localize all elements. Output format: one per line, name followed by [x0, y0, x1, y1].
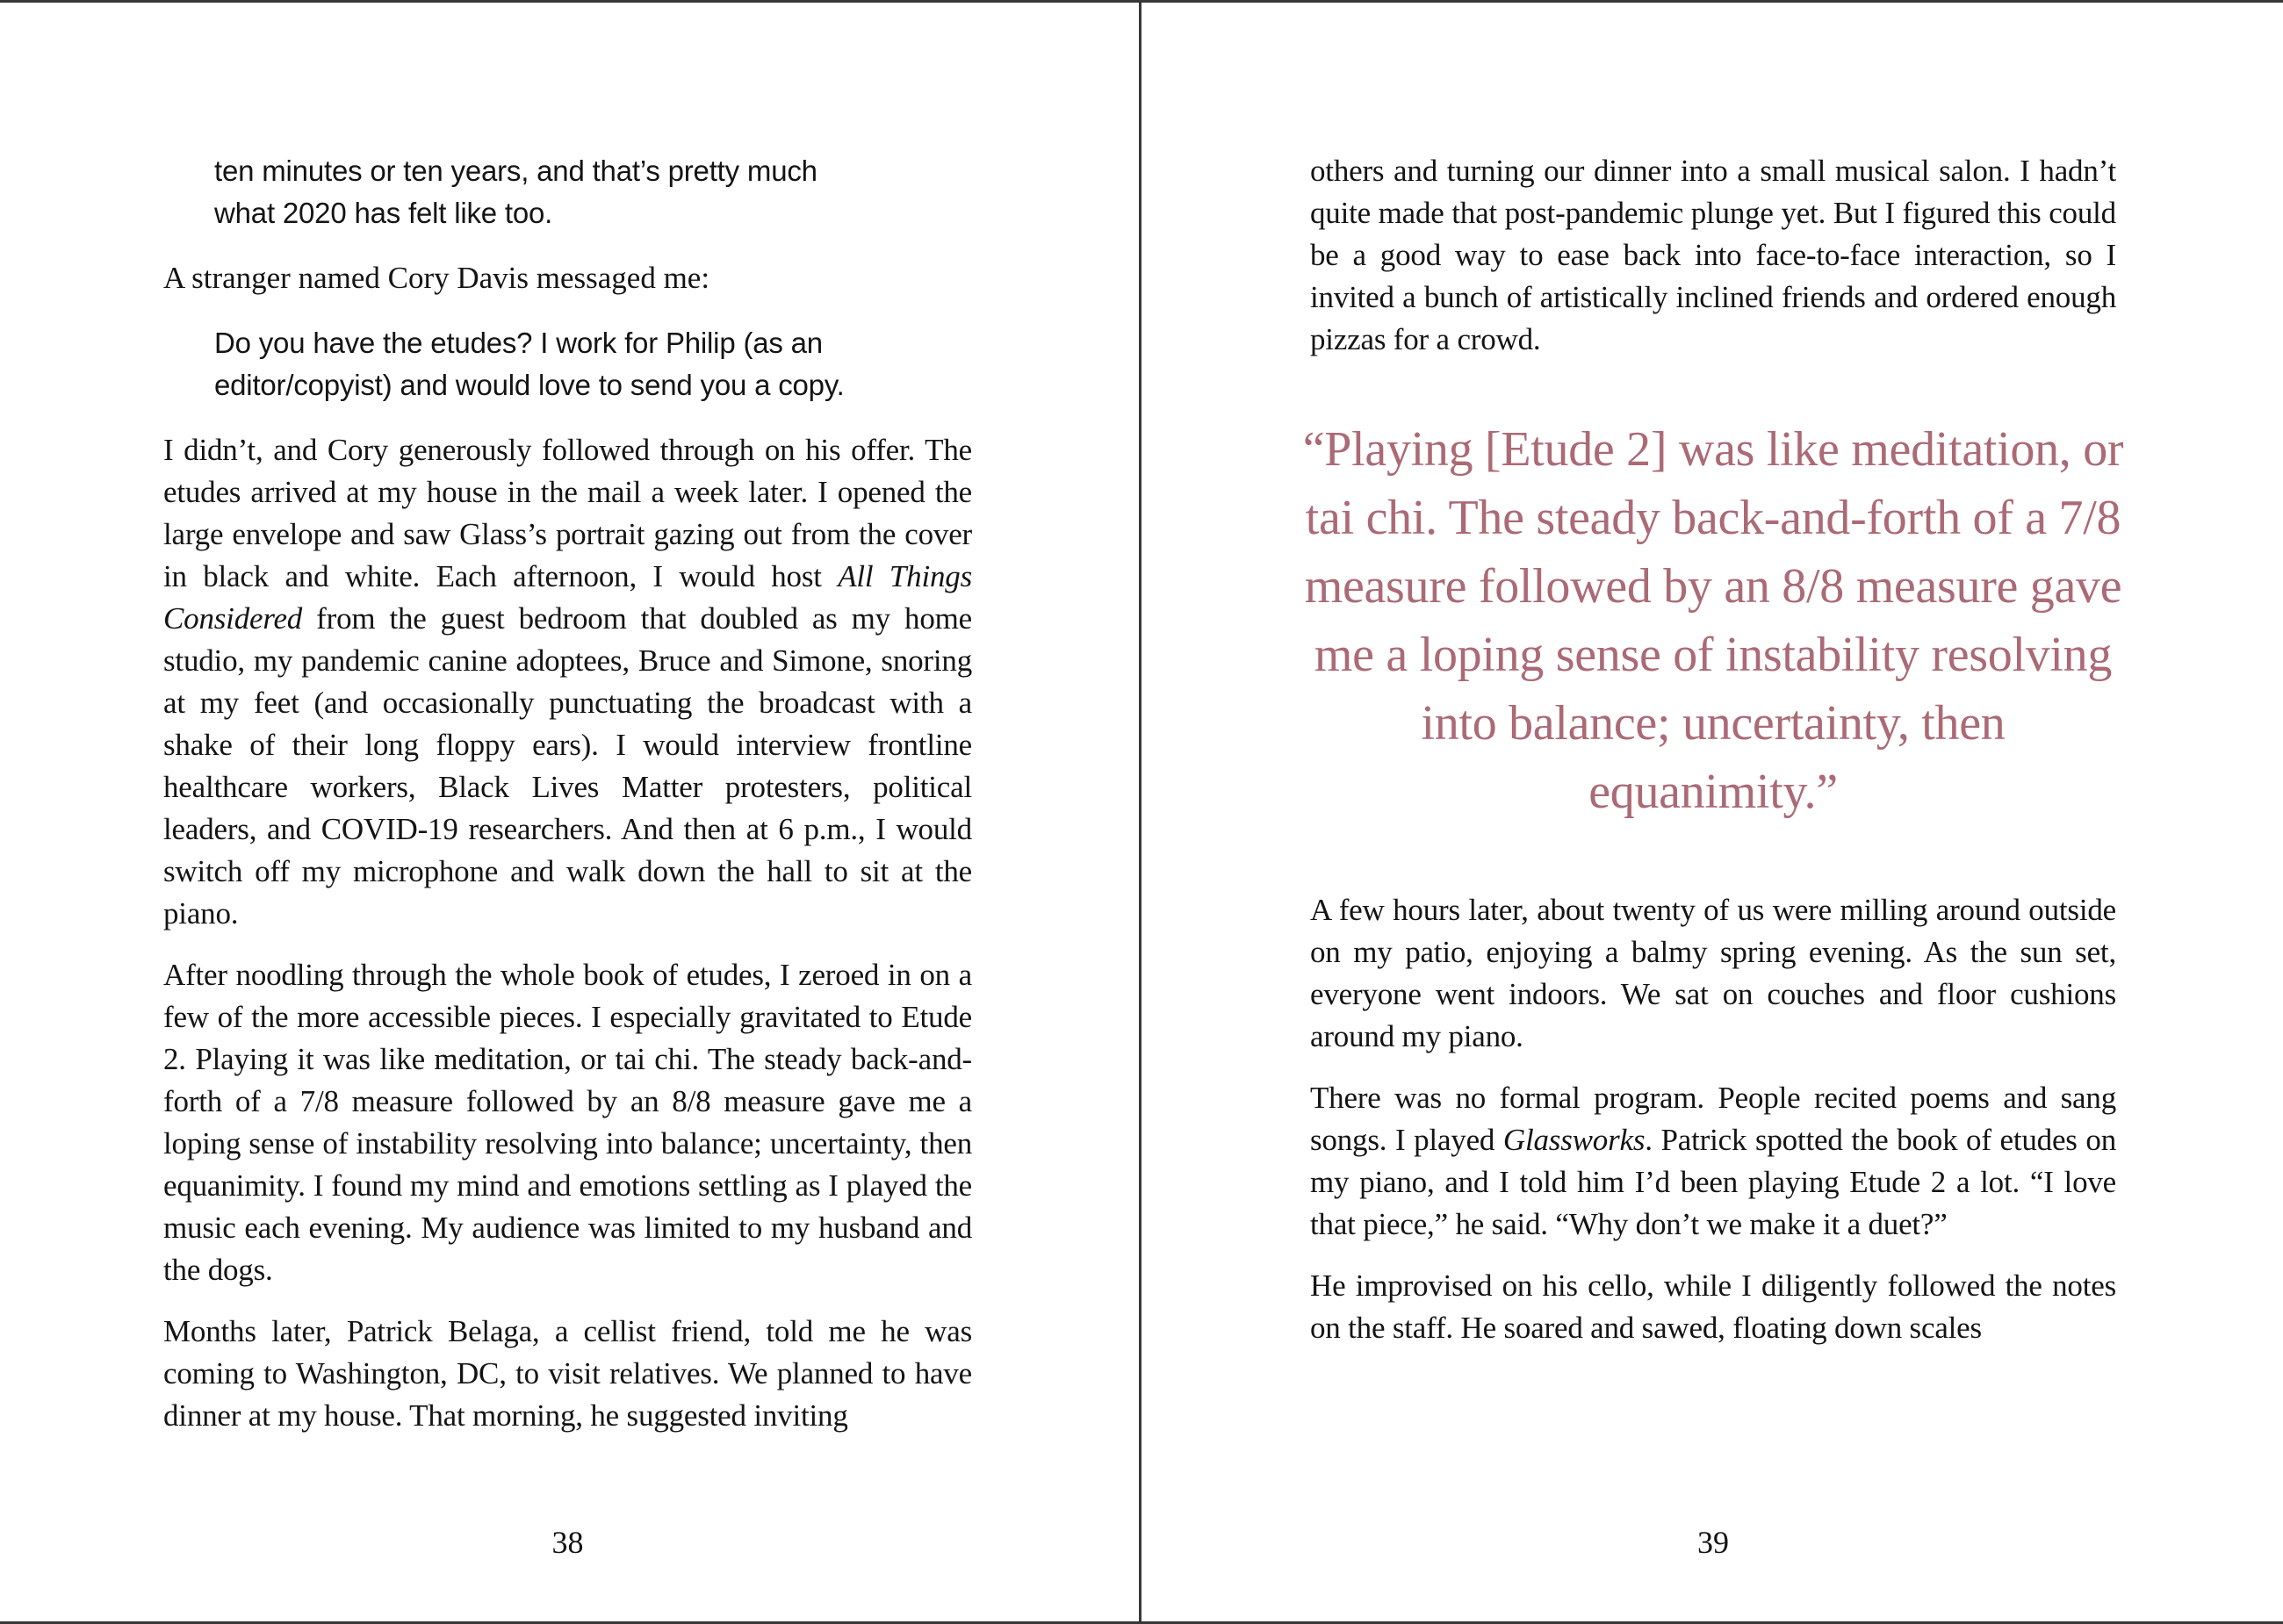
left-paragraph-1 — [163, 429, 972, 935]
left-paragraph-intro: A stranger named Cory Davis messaged me: — [163, 261, 710, 295]
left-paragraph-1-after: from the guest bedroom that doubled as my home studio, my pandemic canine adoptees, Bruce and Simone, snoring at my feet (and occasionally punctuating the broadcast with a shake of their long floppy ears). I would interview frontline healthcare workers, Black Lives Matter protesters, political leaders, and COVID-19 researchers. And then at 6 p.m., I would switch off my microphone and walk down the hall to sit at the piano. — [163, 601, 972, 931]
page-number-right: 39 — [1697, 1525, 1729, 1560]
right-paragraph-4: He improvised on his cello, while I diligently followed the notes on the staff. He soared and sawed, floating down scales — [1310, 1268, 2116, 1345]
right-paragraph-3-after: . Patrick spotted the book of etudes on my piano, and I told him I’d been playing Etude 2 a lot. “I love that piece,” he said. “Why don’t we make it a duet?” — [1310, 1123, 2116, 1241]
pull-quote: “Playing [Etude 2] was like meditation, or tai chi. The steady back-and-forth of a 7/8 measure followed by an 8/8 measure gave me a loping sense of instability resolving into balance; uncertainty, then equanimity.” — [1302, 422, 2124, 819]
left-paragraph-3: Months later, Patrick Belaga, a cellist friend, told me he was coming to Washington, DC, to visit relatives. We planned to have dinner at my house. That morning, he suggested inviting — [163, 1314, 972, 1433]
page-39 — [1142, 3, 2283, 1621]
left-paragraph-2: After noodling through the whole book of etudes, I zeroed in on a few of the more accessible pieces. I especially gravitated to Etude 2. Playing it was like meditation, or tai chi. The steady back-and-forth of a 7/8 measure followed by an 8/8 measure gave me a loping sense of instability resolving into balance; uncertainty, then equanimity. I found my mind and emotions settling as I played the music each evening. My audience was limited to my husband and the dogs. — [163, 958, 972, 1287]
page-number-left: 38 — [551, 1525, 584, 1560]
left-paragraph-1-before: I didn’t, and Cory generously followed through on his offer. The etudes arrived at my house in the mail a week later. I opened the large envelope and saw Glass’s portrait gazing out from the cover in black and white. Each afternoon, I would host — [163, 433, 972, 593]
right-paragraph-3-before: There was no formal program. People recited poems and sang songs. I played — [1310, 1081, 2116, 1157]
left-blockquote-message: Do you have the etudes? I work for Philip (as an editor/copyist) and would love to send you a copy. — [214, 327, 845, 401]
right-paragraph-2: A few hours later, about twenty of us were milling around outside on my patio, enjoying a balmy spring evening. As the sun set, everyone went indoors. We sat on couches and floor cushions around my piano. — [1310, 893, 2116, 1053]
page-38 — [0, 3, 1142, 1621]
right-paragraph-1: others and turning our dinner into a small musical salon. I hadn’t quite made that post-pandemic plunge yet. But I figured this could be a good way to ease back into face-to-face interaction, so I invited a bunch of artistically inclined friends and ordered enough pizzas for a crowd. — [1310, 154, 2116, 356]
right-paragraph-3 — [1310, 1077, 2116, 1246]
left-paragraph-1-italic-title: All Things Considered — [163, 559, 972, 636]
right-paragraph-3-italic-title: Glassworks — [1502, 1123, 1646, 1157]
left-blockquote-continuation: ten minutes or ten years, and that’s pretty much what 2020 has felt like too. — [214, 154, 817, 229]
